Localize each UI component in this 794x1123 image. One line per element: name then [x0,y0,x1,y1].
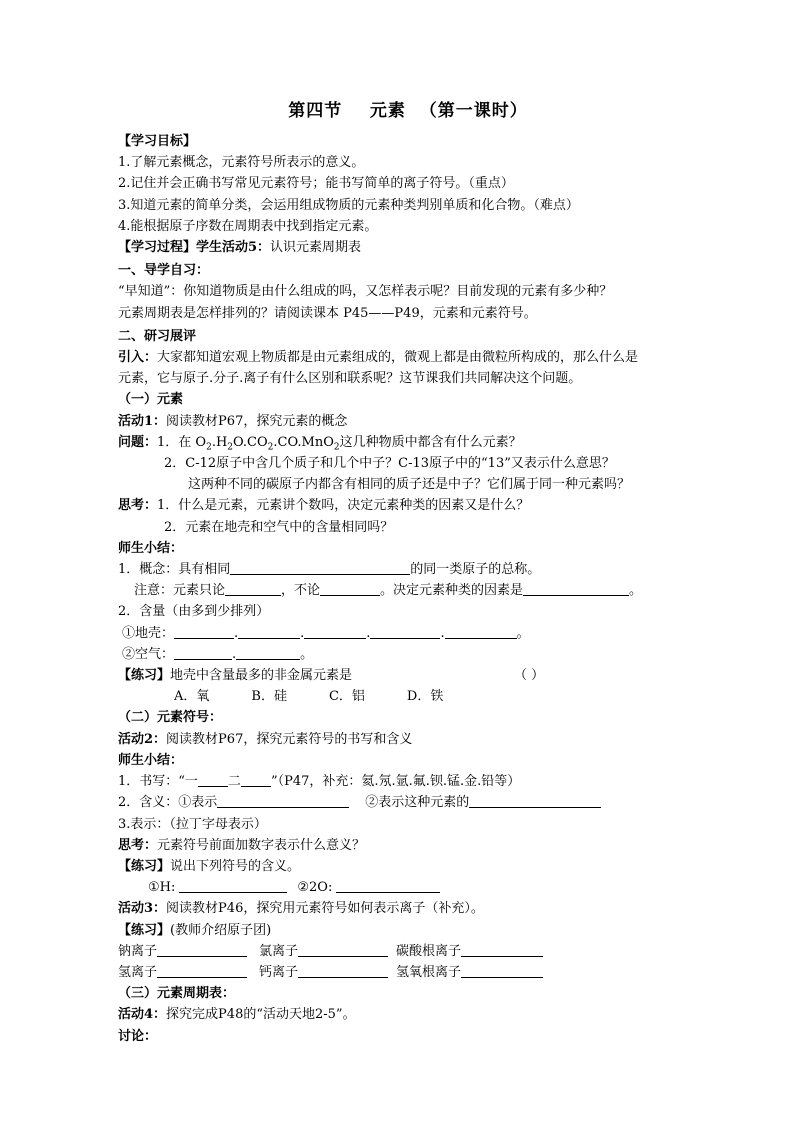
symbol-2o-blank[interactable] [336,878,440,893]
think-1-line [118,495,698,516]
meaning-blank-2[interactable] [469,793,601,808]
practice-1-label: 【练习】 [118,668,171,684]
symbol-h-label: ①H: [148,880,176,896]
options-line [118,686,698,707]
q1-sub-1: 2 [206,442,212,453]
crust-line [118,623,698,644]
q1-sub-4: 2 [333,442,340,453]
option-c[interactable]: C．铝 [328,689,365,705]
self-study-header: 一、导学自习： [118,263,210,279]
goal-item-4: 4.能根据原子序数在周期表中找到指定元素。 [118,218,378,234]
write-blank-1[interactable] [198,772,228,787]
practice-1-text: 地壳中含量最多的非金属元素是 [170,668,353,684]
summary-1-label: 师生小结： [118,540,184,556]
meaning-blank-1[interactable] [217,793,349,808]
content-line: 2．含量（由多到少排列） [118,604,270,620]
answer-paren[interactable]: （ ） [514,668,545,684]
think-symbol-line [118,835,698,856]
crust-dot-4: . [440,625,445,641]
option-a[interactable]: A．氧 [174,689,210,705]
crust-label: ①地壳： [122,625,175,641]
symbol-2o-label: ②2O: [297,880,333,896]
ion-carbonate-label: 碳酸根离子 [396,943,462,959]
page-title: 第四节 元素 （第一课时） [288,101,528,121]
question-label: 问题： [118,434,158,450]
goal-item-3: 3.知道元素的简单分类，会运用组成物质的元素种类判别单质和化合物。（难点） [118,197,579,213]
think-symbol-label: 思考： [118,837,158,853]
ion-hydrogen-label: 氢离子 [118,964,158,980]
activity2-line [118,729,698,750]
note-text-d: 。 [629,583,643,599]
write-text-a: 1．书写：“一 [118,774,198,790]
activity4-line [118,1004,698,1025]
meaning-line [118,792,698,813]
question-1-line [118,432,698,453]
ion-sodium-label: 钠离子 [118,943,158,959]
practice-2-label: 【练习】 [118,858,171,874]
practice-1-line [118,665,698,686]
question-2-line: 2．C-12原子中含几个质子和几个中子？C-13原子中的“13”又表示什么意思？ [164,456,615,472]
crust-dot-3: . [366,625,371,641]
q1-sub-3: 2 [267,442,274,453]
note-text-a: 注意：元素只论 [134,583,226,599]
intro-line-1 [118,347,698,368]
air-blank-2[interactable] [236,645,300,660]
representation-line: 3.表示：（拉丁字母表示） [118,816,267,832]
process-header: 【学习过程】学生活动5： [118,240,271,256]
symbol-meaning-line [118,877,698,898]
q1-part-c: O.CO [233,434,268,450]
think-2-line: 2．元素在地壳和空气中的含量相同吗？ [164,519,394,535]
note-line [118,580,698,601]
practice-3-label: 【练习】 [118,922,171,938]
sec1-header: （一）元素 [118,392,184,408]
concept-line [118,559,698,580]
ion-calcium-blank[interactable] [298,963,388,978]
crust-blank-5[interactable] [445,624,517,639]
think-label: 思考： [118,498,158,514]
self-study-line-1: “早知道”：你知道物质是由什么组成的吗，又怎样表示呢？目前发现的元素有多少种？ [118,284,613,300]
practice-2-text: 说出下列符号的含义。 [170,858,301,874]
q1-part-b: .H [211,434,228,450]
ions-row-1 [118,941,698,962]
activity2-text: 阅读教材P67，探究元素符号的书写和含义 [166,731,413,747]
ion-carbonate-blank[interactable] [461,942,543,957]
goal-item-1: 1.了解元素概念，元素符号所表示的意义。 [118,155,365,171]
crust-blank-3[interactable] [304,624,366,639]
option-b[interactable]: B．硅 [251,689,287,705]
write-blank-2[interactable] [241,772,271,787]
note-text-c: 。决定元素种类的因素是 [380,583,524,599]
review-header: 二、研习展评 [118,328,197,344]
air-label: ②空气： [122,646,175,662]
crust-period: 。 [516,625,530,641]
intro-line-2: 元素，它与原子.分子.离子有什么区别和联系呢？这节课我们共同解决这个问题。 [118,371,582,387]
q1-part-a: 1．在 O [157,434,207,450]
summary-2-label: 师生小结： [118,752,184,768]
air-period: 。 [300,646,314,662]
note-blank-3[interactable] [523,581,629,596]
activity4-text: 探究完成P48的“活动天地2-5”。 [166,1007,356,1023]
note-blank-2[interactable] [320,581,380,596]
note-blank-1[interactable] [225,581,281,596]
discuss-label: 讨论： [118,1028,158,1044]
crust-blank-2[interactable] [238,624,300,639]
process-line [118,237,698,258]
activity1-label: 活动1： [118,413,167,429]
crust-dot-2: . [300,625,305,641]
activity1-text: 阅读教材P67，探究元素的概念 [166,413,348,429]
air-blank-1[interactable] [174,645,232,660]
ion-chloride-blank[interactable] [298,942,388,957]
crust-blank-4[interactable] [370,624,440,639]
symbol-h-blank[interactable] [179,878,287,893]
crust-dot-1: . [234,625,239,641]
ion-hydroxide-blank[interactable] [461,963,543,978]
activity4-label: 活动4： [118,1007,167,1023]
write-text-c: ”（P47，补充：氦.氖.氩.氟.钡.锰.金.铅等） [270,774,521,790]
ion-hydroxide-label: 氢氧根离子 [396,964,462,980]
goals-header: 【学习目标】 [118,134,197,149]
concept-blank[interactable] [230,560,410,575]
intro-text-1: 大家都知道宏观上物质都是由元素组成的，微观上都是由微粒所构成的，那么什么是 [157,350,639,366]
ion-sodium-blank[interactable] [157,942,247,957]
option-d[interactable]: D．铁 [406,689,444,705]
sec2-header: （二）元素符号： [118,710,223,726]
process-text: 认识元素周期表 [270,240,362,256]
practice-3-text: (教师介绍原子团) [170,922,272,938]
concept-text-b: 的同一类原子的总称。 [410,562,541,578]
crust-blank-1[interactable] [174,624,234,639]
ion-chloride-label: 氯离子 [259,943,299,959]
air-line [118,644,698,665]
air-dot: . [232,646,237,662]
goal-item-2: 2.记住并会正确书写常见元素符号；能书写简单的离子符号。（重点） [118,176,514,192]
ion-calcium-label: 钙离子 [259,964,299,980]
activity3-line [118,898,698,919]
concept-text-a: 1．概念：具有相同 [118,562,231,578]
ions-row-2 [118,962,698,983]
meaning-text-a: 2．含义：①表示 [118,795,218,811]
note-text-b: ，不论 [281,583,321,599]
activity2-label: 活动2： [118,731,167,747]
practice-3-line [118,920,698,941]
worksheet-page [118,96,698,1047]
intro-label: 引入： [118,350,158,366]
practice-2-line [118,856,698,877]
self-study-line-2: 元素周期表是怎样排列的？请阅读课本 P45——P49，元素和元素符号。 [118,305,537,321]
activity3-label: 活动3： [118,901,167,917]
sec3-header: （三）元素周期表： [118,986,236,1002]
meaning-text-b: ②表示这种元素的 [365,795,470,811]
ion-hydrogen-blank[interactable] [157,963,247,978]
write-text-b: 二 [227,774,241,790]
q1-part-d: .CO.MnO [273,434,334,450]
q1-part-e: 这几种物质中都含有什么元素？ [339,434,522,450]
activity1-line [118,411,698,432]
question-2b-line: 这两种不同的碳原子内都含有相同的质子还是中子？它们属于同一种元素吗？ [188,477,631,493]
activity3-text: 阅读教材P46，探究用元素符号如何表示离子（补充）。 [166,901,484,917]
think-symbol-text: 元素符号前面加数字表示什么意义？ [157,837,366,853]
write-line [118,771,698,792]
q1-sub-2: 2 [227,442,234,453]
think-1-text: 1．什么是元素，元素讲个数吗，决定元素种类的因素又是什么？ [157,498,530,514]
